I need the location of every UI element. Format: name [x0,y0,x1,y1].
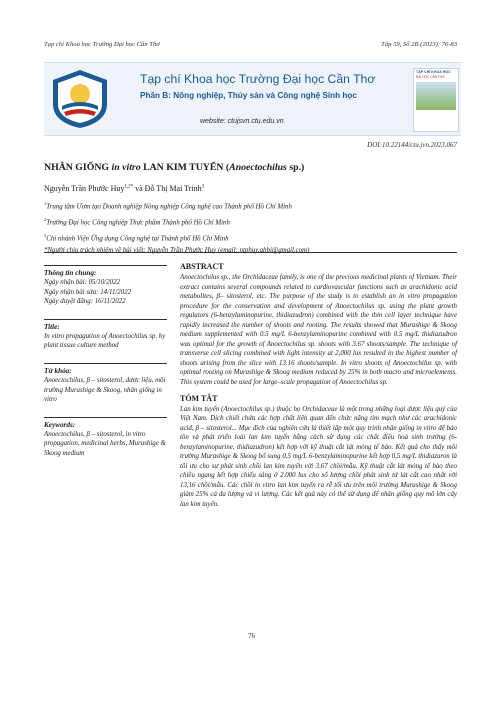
page-number: 76 [248,632,255,640]
abstract-column [180,262,457,510]
running-header-left: Tạp chí Khoa học Trường Đại học Cần Thơ [44,41,160,48]
article-info-section [44,265,167,307]
affiliation-marker: 2 [44,216,47,222]
keywords-en-text: Anoectochilus, β – sitosterol, in vitro propagation, medicinal herbs, Murashige & Skoog medium [44,430,166,457]
affiliation-text: Trường Đại học Công nghiệp Thực phẩm Thành phố Hồ Chí Minh [46,219,230,227]
summary-text: Lan kim tuyến (Anoectochilus sp.) thuộc họ Orchidaceae là một trong những loại dược liệu quý của Việt Nam. Dịch chiết chứa các hợp chất liên quan đến chức năng tim mạch như các arachidonic acid, β – sitosterol... Mục đích của nghiên cứu là thiết lập một quy trình nhân giống in vitro để bảo tồn và phát triển loài lan kim tuyến bằng cách sử dụng các chất điều hoà sinh trưởng (6-benzylaminopurine, thidiazudron) kết hợp với kỹ thuật cắt lát mỏng tế bào. Kết quả cho thấy môi trường Murashige & Skoog bổ sung 0,5 mg/L 6-benzylaminopurine kết hợp 0,5 mg/L thidiazuron là tối ưu cho sự phát sinh chồi lan kim tuyến với 3,67 chồi/mẫu. Kỹ thuật cắt lát mỏng tế bào theo chiều ngang kết hợp chiếu sáng ở 2.000 lux cho số lượng chồi phát sinh từ lát cắt cao nhất với 13,16 chồi/mẫu. Các chồi in vitro lan kim tuyến ra rễ tối ưu trên môi trường Murashige & Skoog giảm 25% cả đa lượng và vi lượng. Các kết quả này có thể sử dụng để nhân giống quy mô lớn cây lan kim tuyến. [180,405,457,509]
summary-heading: TÓM TẮT [180,393,218,403]
author-list [44,184,204,193]
journal-cover-thumbnail [413,68,459,132]
title-suffix: sp.) [286,162,305,173]
affiliation-2 [44,214,309,230]
cover-title: TẠP CHÍ KHOA HỌC [416,70,451,74]
author-1-affiliation: 1,2* [124,184,134,190]
author-conjunction: và [133,184,145,193]
affiliation-marker: 3 [44,232,47,238]
affiliations [44,198,309,258]
affiliation-text: Chi nhánh Viện Ứng dụng Công nghệ tại Thành phố Hồ Chí Minh [46,234,229,242]
corresponding-author-text: *Người chịu trách nhiệm về bài viết: Nguyễn Trần Phước Huy (email: ntphuy.ahbi@gmail.com) [44,247,310,255]
english-title-section [44,319,167,351]
revised-date: Ngày nhận bài sửa: 14/11/2022 [44,288,132,296]
affiliation-1 [44,198,309,214]
title-prefix: NHÂN GIỐNG [44,162,112,173]
received-date: Ngày nhận bài: 05/10/2022 [44,279,120,286]
affiliation-3 [44,230,309,246]
running-header-right: Tập 59, Số 2B (2023): 76-83 [381,41,457,48]
article-info-column [44,265,167,471]
affiliation-marker: 1 [44,201,47,206]
journal-section: Phần B: Nông nghiệp, Thủy sản và Công nghệ Sinh học [140,91,357,100]
keywords-vi-section [44,363,167,405]
title-italic-1: in vitro [111,162,141,173]
header-divider [44,252,457,253]
title-italic-2: Anoectochilus [229,162,287,173]
author-1: Nguyễn Trần Phước Huy [44,184,125,193]
cover-image [416,82,456,110]
university-logo-icon [50,68,110,130]
article-info-heading: Thông tin chung: [44,269,97,277]
running-header [44,41,457,48]
keywords-vi-heading: Từ khóa: [44,366,72,375]
english-title-heading: Title: [44,322,60,331]
keywords-vi-text: Anoectochilus, β – sitosterol, dược liệu, môi trường Murashige & Skoog, nhân giống in vitro [44,376,166,404]
doi[interactable]: DOI:10.22144/ctu.jvn.2023.067 [367,141,457,149]
journal-banner [44,62,461,136]
english-title-text: In vitro propagation of Anoectochilus sp. by plant tissue culture method [44,332,166,350]
journal-website[interactable]: website: ctujsvn.ctu.edu.vn [200,118,284,125]
accepted-date: Ngày duyệt đăng: 16/11/2022 [44,298,126,306]
paper-title [44,162,304,173]
title-middle: LAN KIM TUYẾN ( [140,162,230,173]
keywords-en-section [44,417,167,459]
affiliation-text: Trung tâm Ươm tạo Doanh nghiệp Nông nghiệp Công nghệ cao Thành phố Hồ Chí Minh [46,203,292,211]
keywords-en-heading: Keywords: [44,420,76,429]
abstract-heading: ABSTRACT [180,262,224,271]
journal-title: Tạp chí Khoa học Trường Đại học Cần Thơ [140,72,376,86]
cover-subtitle: ĐẠI HỌC CẦN THƠ [416,74,445,79]
author-2-affiliation: 3 [201,184,205,190]
abstract-text: Anoectochilus sp., the Orchidaceae family, is one of the precious medicinal plants of Vietnam. Their extract contains several compounds related to cardiovascular functions such as arachidonic acid metabolites, β– sitosterol, etc. The purpose of the study is to establish an in vitro propagation procedure for the conservation and development of Anoectochilus sp. using the plant growth regulators (6-benzylaminopurine, thidiazudron) combined with the thin cell layer technique have rapidly increased the number of shoots and rooting. The results showed that Murashige & Skoog medium supplemented with 0.5 mg/L 6-benzylaminopurine combined with 0.5 mg/L thidiazudron was optimal for the growth of Anoectochilus sp. shoots with 3.67 shoots/sample. The technique of transverse cell slicing combined with light intensity at 2,000 lux resulted in the highest number of shoots arising from the slice with 13.16 shoots/sample. In vitro shoots of Anoectochilus sp. with optimal rooting on Murashige & Skoog medium reduced by 25% in both macro and microelements. This system could be used for large–scale propagation of Anoectochilus sp. [180,274,457,387]
author-2: Đỗ Thị Mai Trinh [144,184,202,193]
